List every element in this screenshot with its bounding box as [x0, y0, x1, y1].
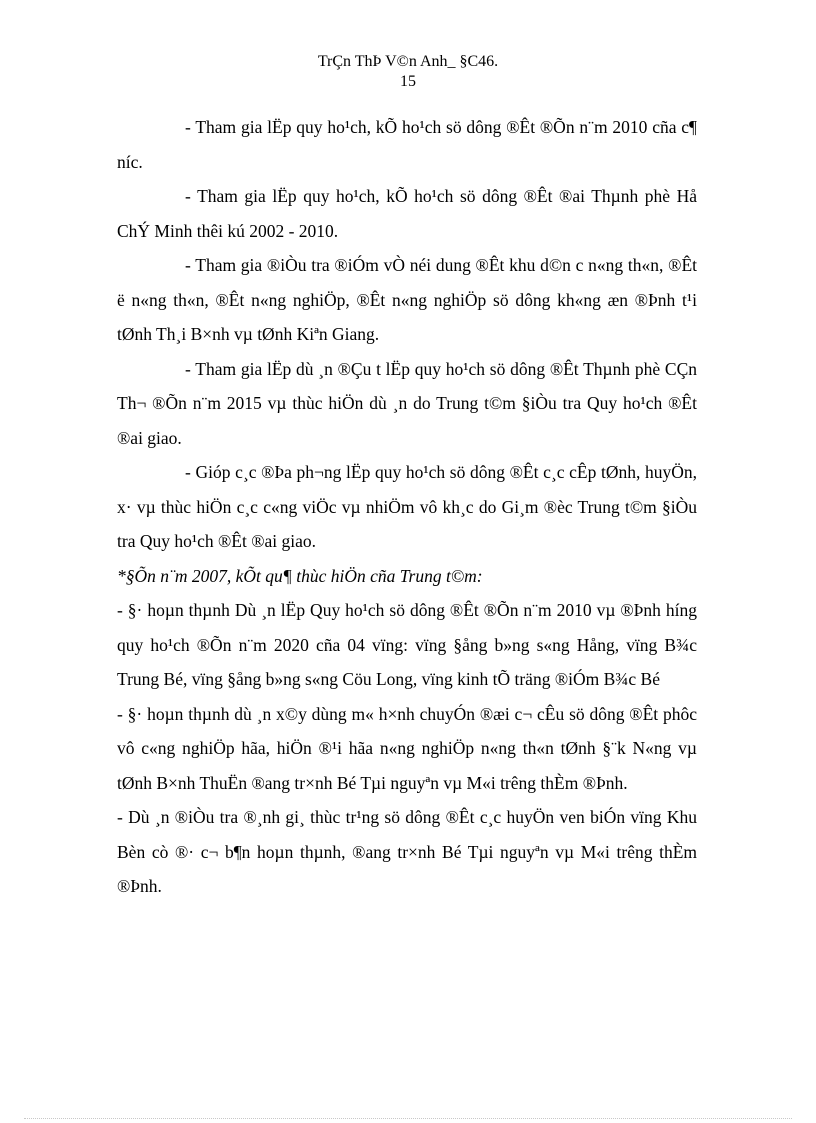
document-body [117, 110, 697, 904]
page-header [0, 52, 816, 92]
paragraph-5: - Gióp c¸c ®Þa ph¬ng lËp quy ho¹ch sö dông ®Êt c¸c cÊp tØnh, huyÖn, x· vµ thùc hiÖn c¸c c«ng viÖc vµ nhiÖm vô kh¸c do Gi¸m ®èc Trung t©m §iÒu tra Quy ho¹ch ®Êt ®ai giao. [117, 462, 697, 551]
paragraph-8: - Dù ¸n ®iÒu tra ®¸nh gi¸ thùc tr¹ng sö dông ®Êt c¸c huyÖn ven biÓn vïng Khu Bèn cò ®· c¬ b¶n hoµn thµnh, ®ang tr×nh Bé Tµi nguyªn vµ M«i trêng thÈm ®Þnh. [117, 807, 697, 896]
paragraph-4: - Tham gia lËp dù ¸n ®Çu t lËp quy ho¹ch sö dông ®Êt Thµnh phè CÇn Th¬ ®Õn n¨m 2015 vµ thùc hiÖn dù ¸n do Trung t©m §iÒu tra Quy ho¹ch ®Êt ®ai giao. [117, 358, 697, 448]
paragraph-7: - §· hoµn thµnh dù ¸n x©y dùng m« h×nh chuyÓn ®æi c¬ cÊu sö dông ®Êt phôc vô c«ng nghiÖp hãa, hiÖn ®¹i hãa n«ng nghiÖp n«ng th«n tØnh §¨k N«ng vµ tØnh B×nh ThuËn ®ang tr×nh Bé Tµi nguyªn vµ M«i trêng thÈm ®Þnh. [117, 703, 697, 793]
page-bottom-border [24, 1118, 792, 1119]
paragraph-3: - Tham gia ®iÒu tra ®iÓm vÒ néi dung ®Êt khu d©n c n«ng th«n, ®Êt ë n«ng th«n, ®Êt n«ng nghiÖp, ®Êt n«ng nghiÖp sö dông kh«ng æn ®Þnh t¹i tØnh Th¸i B×nh vµ tØnh Kiªn Giang. [117, 255, 697, 344]
paragraph-1: - Tham gia lËp quy ho¹ch, kÕ ho¹ch sö dông ®Êt ®Õn n¨m 2010 cña c¶ níc. [117, 117, 697, 172]
author-line: TrÇn ThÞ V©n Anh_ §C46. [317, 53, 499, 70]
paragraph-2: - Tham gia lËp quy ho¹ch, kÕ ho¹ch sö dông ®Êt ®ai Thµnh phè Hå ChÝ Minh thêi kú 2002 - 2010. [117, 186, 697, 241]
page-number: 15 [400, 73, 416, 90]
results-heading: *§Õn n¨m 2007, kÕt qu¶ thùc hiÖn cña Trung t©m: [117, 565, 483, 586]
paragraph-6: - §· hoµn thµnh Dù ¸n lËp Quy ho¹ch sö dông ®Êt ®Õn n¨m 2010 vµ ®Þnh híng quy ho¹ch ®Õn n¨m 2020 cña 04 vïng: vïng §ång b»ng s«ng Hång, vïng B¾c Trung Bé, vïng §ång b»ng s«ng Cöu Long, vïng kinh tÕ träng ®iÓm B¾c Bé [117, 600, 697, 689]
